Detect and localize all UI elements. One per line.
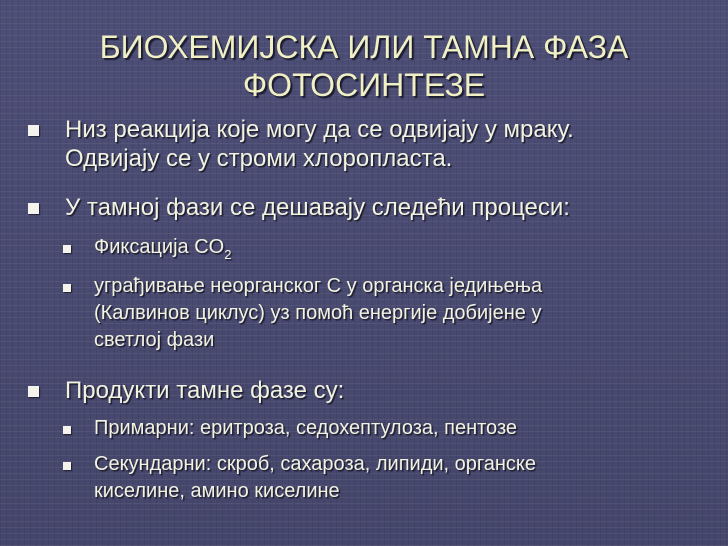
bullet-item-1 <box>65 115 574 173</box>
bullet-item-2: У тамној фази се дешавају следећи процеси: <box>65 194 570 221</box>
sub-bullet-2-1 <box>94 234 231 262</box>
slide-title-line-1: БИОХЕМИЈСКА ИЛИ ТАМНА ФАЗА <box>99 29 629 65</box>
slide-title-line-2: ФОТОСИНТЕЗЕ <box>242 67 486 103</box>
sub-bullet-3-2-line-2: киселине, амино киселине <box>94 480 340 502</box>
sub-bullet-3-1: Примарни: еритроза, седохептулоза, пентозе <box>94 417 518 439</box>
square-bullet-icon <box>28 125 39 136</box>
square-bullet-small-icon <box>63 284 71 292</box>
sub-bullet-3-2 <box>94 451 536 505</box>
sub-bullet-2-2-line-2: (Калвинов циклус) уз помоћ енергије добијене у <box>94 302 542 324</box>
slide-title <box>14 28 714 104</box>
square-bullet-small-icon <box>63 462 71 470</box>
square-bullet-icon <box>28 203 39 214</box>
co2-subscript: 2 <box>224 247 232 262</box>
sub-bullet-2-2-line-3: светлој фази <box>94 329 215 351</box>
square-bullet-small-icon <box>63 426 71 434</box>
sub-bullet-2-1-text: Фиксација CO <box>94 236 225 258</box>
bullet-1-line-2: Одвијају се у строми хлоропласта. <box>65 145 453 172</box>
square-bullet-icon <box>28 386 39 397</box>
bullet-item-3: Продукти тамне фазе су: <box>65 377 345 404</box>
sub-bullet-3-2-line-1: Секундарни: скроб, сахароза, липиди, органске <box>94 453 537 475</box>
bullet-1-line-1: Низ реакција које могу да се одвијају у мраку. <box>65 116 574 143</box>
sub-bullet-2-2-line-1: уграђивање неорганског С у органска једињења <box>94 275 543 297</box>
sub-bullet-2-2 <box>94 273 542 354</box>
square-bullet-small-icon <box>63 245 71 253</box>
